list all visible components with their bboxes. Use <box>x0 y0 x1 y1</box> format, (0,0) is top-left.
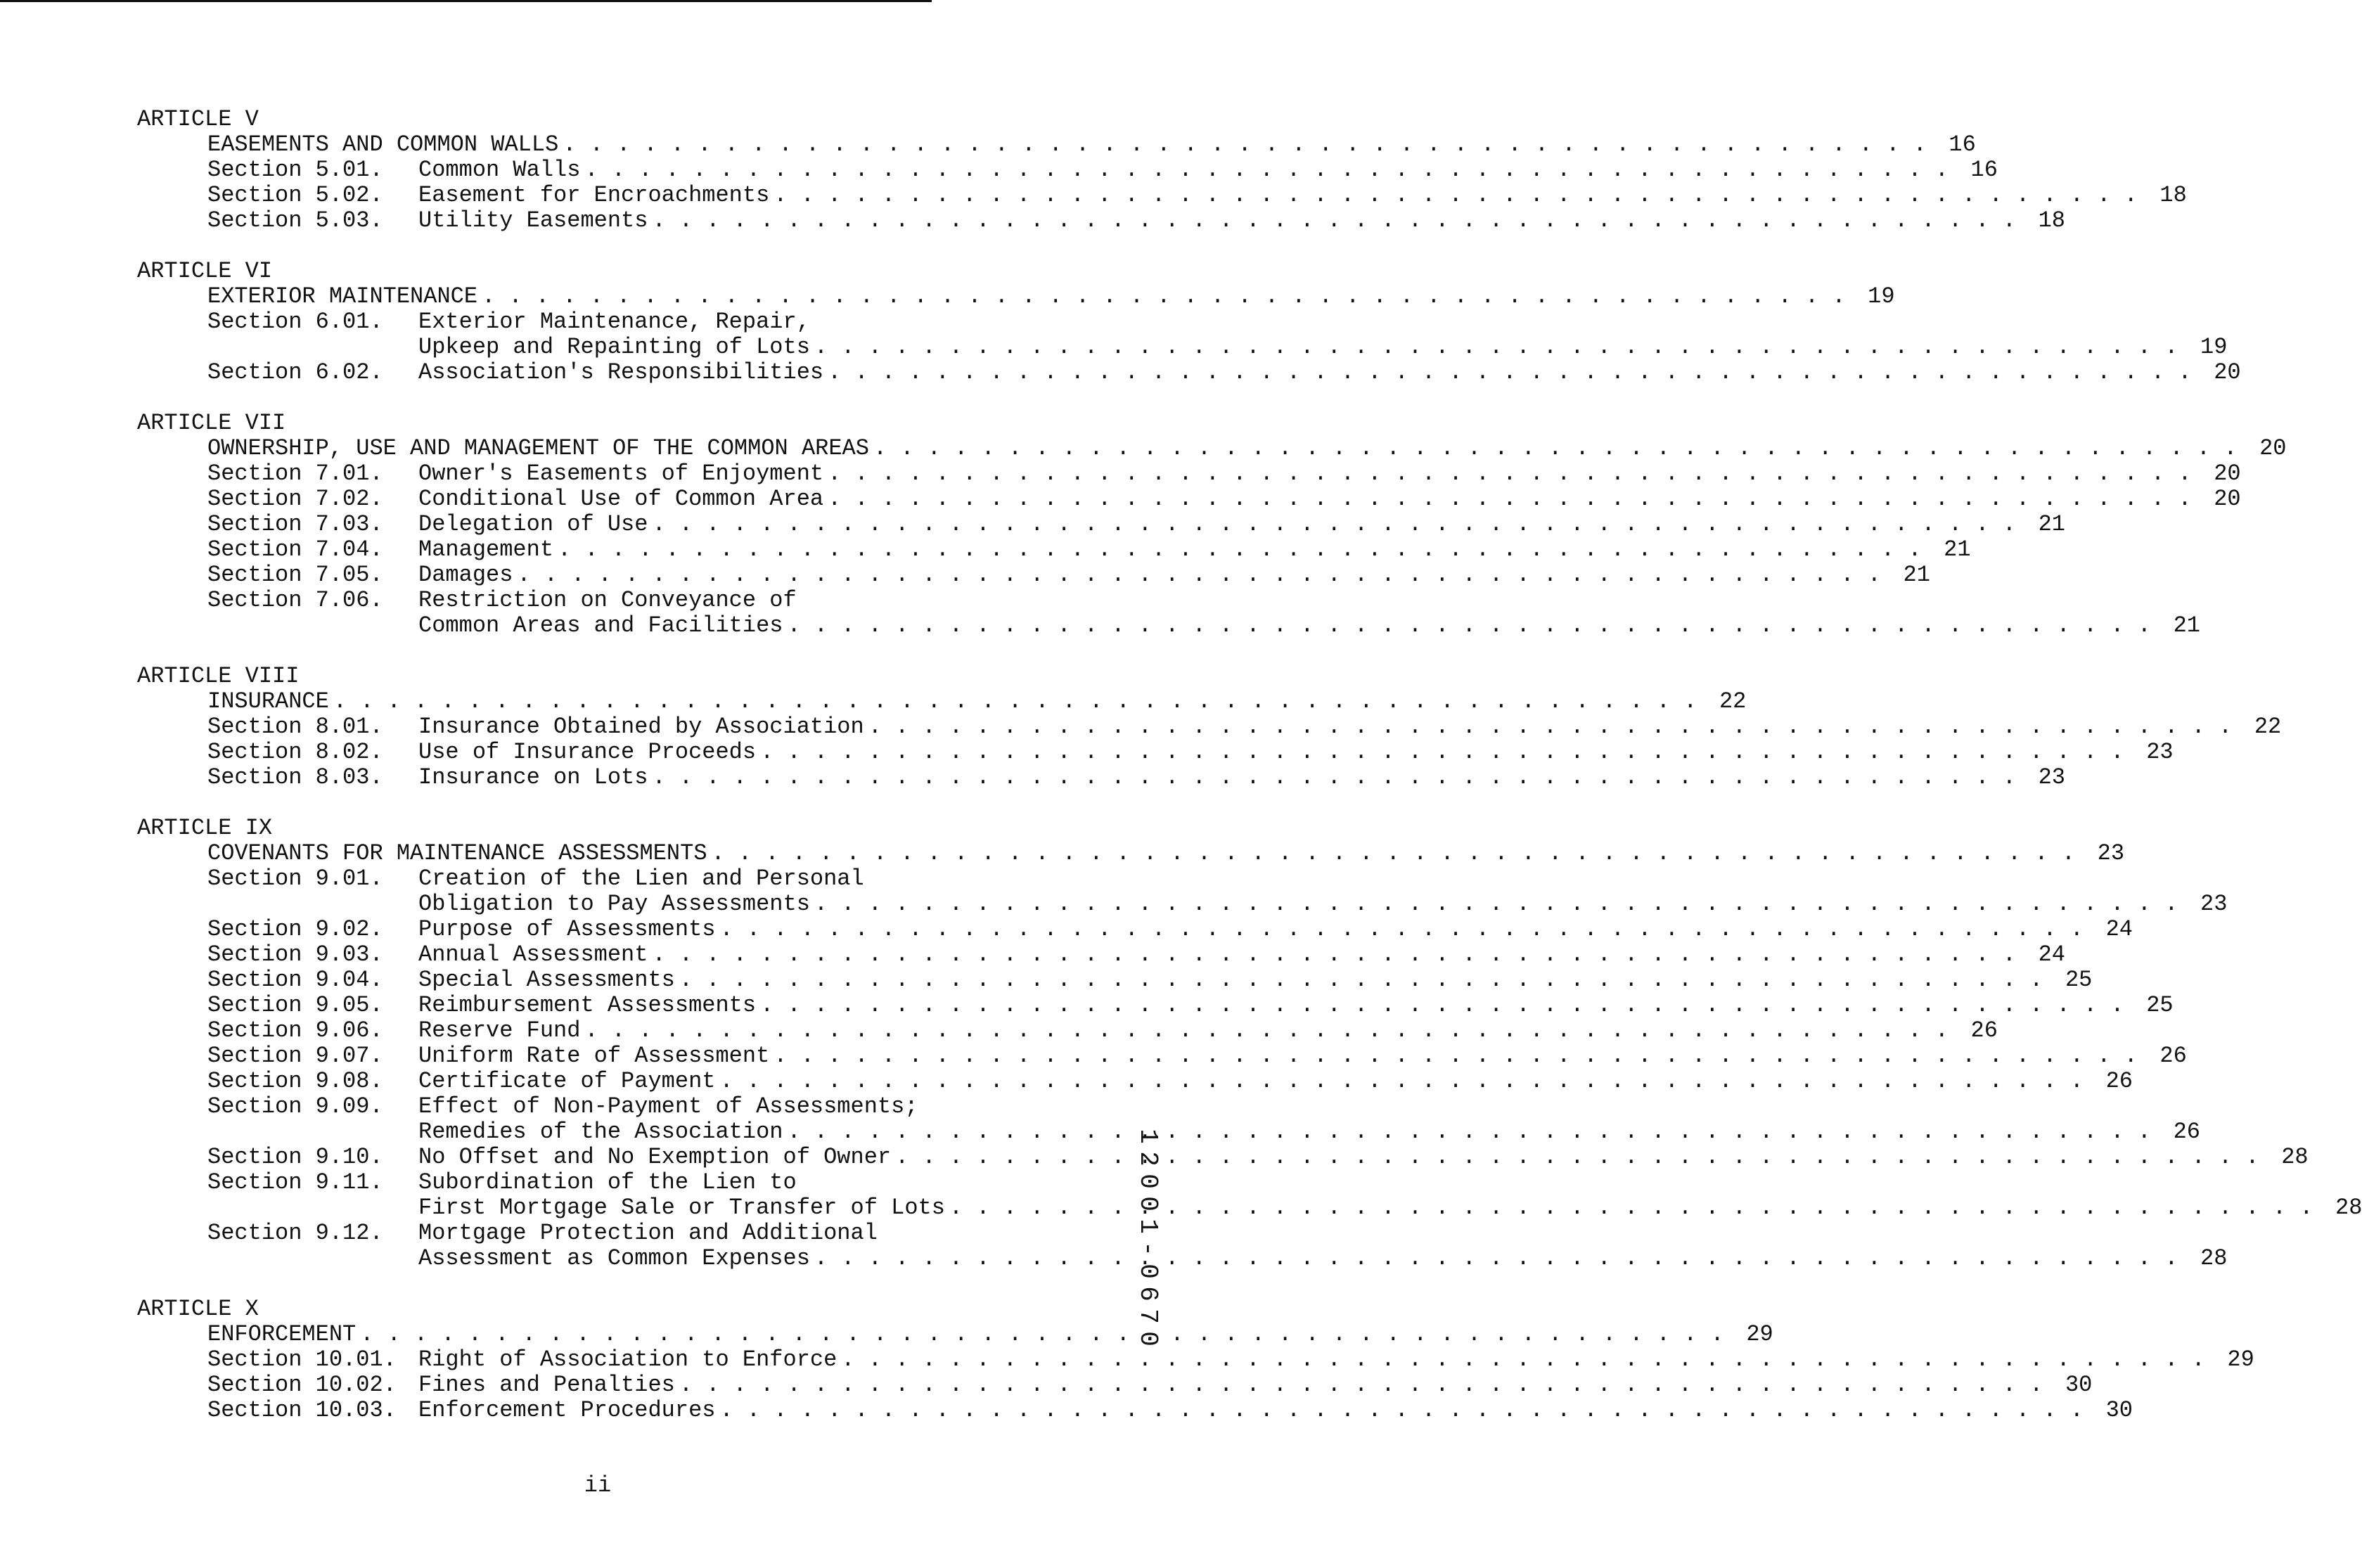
dot-leader <box>648 208 2016 233</box>
section-number: Section 8.01. <box>207 714 383 740</box>
toc-section-entry <box>137 1144 2309 1170</box>
page-number: 24 <box>2105 916 2133 942</box>
page-number: 20 <box>2214 486 2241 512</box>
section-title-text: Mortgage Protection and Additional <box>418 1220 878 1246</box>
article-block <box>137 106 2187 233</box>
section-title-text: Enforcement Procedures <box>418 1397 716 1423</box>
toc-section-entry <box>137 511 2065 537</box>
dot-leader <box>891 1145 2259 1170</box>
dot-leader <box>648 512 2016 537</box>
dot-leader <box>648 765 2016 790</box>
section-title-line <box>418 1373 2043 1398</box>
dot-leader <box>823 461 2192 487</box>
section-title-text: Obligation to Pay Assessments <box>418 891 810 917</box>
dot-leader <box>707 841 2076 866</box>
section-number: Section 7.03. <box>207 511 383 537</box>
section-title-text: Exterior Maintenance, Repair, <box>418 309 810 335</box>
section-number: Section 9.10. <box>207 1144 383 1170</box>
page-number: 20 <box>2259 435 2287 461</box>
toc-section-entry <box>137 1068 2133 1094</box>
section-number: Section 5.02. <box>207 182 383 208</box>
article-heading-row <box>137 283 1895 309</box>
section-number: Section 10.03. <box>207 1397 397 1423</box>
page-number: 18 <box>2159 182 2187 208</box>
section-number: Section 9.05. <box>207 992 383 1018</box>
article-heading-text: EXTERIOR MAINTENANCE <box>207 283 478 309</box>
page-number: 30 <box>2065 1372 2093 1398</box>
section-title <box>418 1398 2084 1423</box>
toc-section-entry <box>137 1093 2200 1145</box>
page-number: 26 <box>2159 1043 2187 1069</box>
section-title <box>418 968 2043 993</box>
section-title-line <box>418 866 2178 892</box>
section-title-text: Remedies of the Association <box>418 1119 783 1145</box>
dot-leader <box>756 740 2124 765</box>
dot-leader <box>580 158 1949 183</box>
article-heading <box>207 284 1846 309</box>
toc-section-entry <box>137 992 2174 1018</box>
toc-section-entry <box>137 486 2241 512</box>
section-title-text: Management <box>418 536 554 563</box>
toc-section-entry <box>137 739 2174 765</box>
toc-section-entry <box>137 182 2187 208</box>
section-title-text: Easement for Encroachments <box>418 182 770 208</box>
toc-section-entry <box>137 1043 2187 1069</box>
page-number: 30 <box>2105 1397 2133 1423</box>
section-title-line <box>418 1094 2151 1119</box>
toc-section-entry <box>137 916 2133 942</box>
page-number: 18 <box>2038 207 2065 233</box>
section-title-text: Right of Association to Enforce <box>418 1347 837 1373</box>
toc-section-entry <box>137 359 2241 385</box>
dot-leader <box>823 487 2192 512</box>
section-number: Section 8.02. <box>207 739 383 765</box>
section-title <box>418 1043 2138 1069</box>
stamp-character: - <box>1134 1241 1162 1257</box>
page-number: 26 <box>2173 1119 2200 1145</box>
article-block <box>137 815 2362 1271</box>
section-title-text: Reserve Fund <box>418 1017 581 1043</box>
toc-section-entry <box>137 562 1930 588</box>
section-number: Section 7.02. <box>207 486 383 512</box>
page-number: 29 <box>1746 1321 1773 1347</box>
section-title <box>418 1170 2313 1221</box>
section-title-text: Fines and Penalties <box>418 1372 675 1398</box>
stamp-character: 0 <box>1134 1331 1162 1347</box>
page-number: 23 <box>2038 764 2065 790</box>
section-title-text: Utility Easements <box>418 207 648 233</box>
stamp-character: 7 <box>1134 1309 1162 1324</box>
section-number: Section 9.09. <box>207 1093 383 1119</box>
section-title-line <box>418 714 2232 740</box>
section-title <box>418 1373 2043 1398</box>
section-title-text: Certificate of Payment <box>418 1068 716 1094</box>
section-number: Section 9.12. <box>207 1220 383 1246</box>
section-title-text: No Offset and No Exemption of Owner <box>418 1144 892 1170</box>
section-number: Section 7.06. <box>207 587 383 613</box>
toc-section-entry <box>137 1169 2362 1221</box>
section-title <box>418 765 2016 790</box>
article-heading-row <box>137 435 2287 461</box>
toc-section-entry <box>137 1347 2254 1373</box>
article-heading <box>207 841 2075 866</box>
section-title <box>418 917 2084 942</box>
section-title <box>418 183 2138 208</box>
dot-leader <box>477 284 1846 309</box>
section-title-line <box>418 892 2178 917</box>
toc-section-entry <box>137 866 2228 917</box>
toc-section-entry <box>137 967 2093 993</box>
section-title <box>418 563 1881 588</box>
dot-leader <box>715 917 2084 942</box>
dot-leader <box>783 613 2151 638</box>
article-title: ARTICLE VI <box>137 258 273 284</box>
toc-section-entry <box>137 1372 2093 1398</box>
page-number: 23 <box>2200 891 2228 917</box>
toc-section-entry <box>137 942 2065 968</box>
section-title-text: Annual Assessment <box>418 942 648 968</box>
section-title-line <box>418 461 2192 487</box>
section-title <box>418 740 2124 765</box>
page-number: 21 <box>1944 536 1971 563</box>
page-number: 21 <box>1903 562 1930 588</box>
section-title-line <box>418 1145 2259 1170</box>
article-heading-text: EASEMENTS AND COMMON WALLS <box>207 131 559 158</box>
dot-leader <box>823 360 2192 385</box>
section-number: Section 9.08. <box>207 1068 383 1094</box>
article-block <box>137 410 2287 638</box>
dot-leader <box>648 942 2016 968</box>
section-number: Section 9.03. <box>207 942 383 968</box>
section-title-line <box>418 537 1922 563</box>
article-heading <box>207 132 1927 158</box>
section-title-text: Delegation of Use <box>418 511 648 537</box>
section-title-text: Common Walls <box>418 157 581 183</box>
section-title <box>418 1221 2178 1271</box>
page-number: 21 <box>2173 612 2200 638</box>
toc-section-entry <box>137 309 2228 360</box>
section-number: Section 10.01. <box>207 1347 397 1373</box>
toc-section-entry <box>137 1397 2133 1423</box>
section-number: Section 6.02. <box>207 359 383 385</box>
section-title-text: Common Areas and Facilities <box>418 612 783 638</box>
toc-section-entry <box>137 764 2065 790</box>
article-title: ARTICLE V <box>137 106 259 132</box>
section-title <box>418 208 2016 233</box>
section-title-text: Upkeep and Repainting of Lots <box>418 334 810 360</box>
page-number: 26 <box>1970 1017 1998 1043</box>
section-title <box>418 309 2178 360</box>
section-title-text: First Mortgage Sale or Transfer of Lots <box>418 1195 945 1221</box>
section-number: Section 5.03. <box>207 207 383 233</box>
section-number: Section 7.05. <box>207 562 383 588</box>
section-title-text: Subordination of the Lien to <box>418 1169 797 1195</box>
toc-section-entry <box>137 1220 2228 1271</box>
section-number: Section 9.07. <box>207 1043 383 1069</box>
section-title <box>418 866 2178 917</box>
article-title: ARTICLE IX <box>137 815 273 841</box>
section-number: Section 7.04. <box>207 536 383 563</box>
section-title-line <box>418 740 2124 765</box>
section-title-line <box>418 309 2178 335</box>
section-title <box>418 1145 2259 1170</box>
dot-leader <box>558 132 1927 158</box>
section-number: Section 6.01. <box>207 309 383 335</box>
page-number: 16 <box>1949 131 1976 158</box>
document-number-stamp <box>1134 1125 1162 1350</box>
dot-leader <box>715 1398 2084 1423</box>
section-title-line <box>418 1069 2084 1094</box>
page-number: 26 <box>2105 1068 2133 1094</box>
dot-leader <box>356 1322 1724 1347</box>
section-title <box>418 942 2016 968</box>
stamp-character: 1 <box>1134 1219 1162 1234</box>
stamp-character: 0 <box>1134 1174 1162 1189</box>
article-block <box>137 258 2241 385</box>
section-title-text: Special Assessments <box>418 967 675 993</box>
section-title-text: Use of Insurance Proceeds <box>418 739 757 765</box>
dot-leader <box>513 563 1881 588</box>
toc-section-entry <box>137 536 1971 563</box>
page-number: 19 <box>2200 334 2228 360</box>
dot-leader <box>675 968 2043 993</box>
section-title <box>418 512 2016 537</box>
dot-leader <box>769 1043 2138 1069</box>
page-number: 23 <box>2146 739 2174 765</box>
section-title <box>418 158 1949 183</box>
dot-leader <box>869 436 2238 461</box>
section-title-text: Restriction on Conveyance of <box>418 587 797 613</box>
page-number: 21 <box>2038 511 2065 537</box>
article-heading <box>207 436 2237 461</box>
article-block <box>137 1296 2254 1423</box>
dot-leader <box>810 1246 2178 1271</box>
article-heading <box>207 689 1697 714</box>
page-number: 22 <box>1719 688 1747 714</box>
stamp-character: 6 <box>1134 1286 1162 1302</box>
section-title-line <box>418 765 2016 790</box>
page-number: 22 <box>2254 714 2282 740</box>
section-title-text: Assessment as Common Expenses <box>418 1245 810 1271</box>
section-title <box>418 1347 2205 1373</box>
section-title-line <box>418 158 1949 183</box>
dot-leader <box>715 1069 2084 1094</box>
dot-leader <box>580 1018 1949 1043</box>
section-number: Section 10.02. <box>207 1372 397 1398</box>
dot-leader <box>783 1119 2151 1145</box>
section-title <box>418 714 2232 740</box>
section-title-line <box>418 1170 2313 1195</box>
section-title-line <box>418 1195 2313 1221</box>
article-heading-text: OWNERSHIP, USE AND MANAGEMENT OF THE COMMON AREAS <box>207 435 869 461</box>
toc-section-entry <box>137 714 2282 740</box>
section-title-line <box>418 487 2192 512</box>
section-title-line <box>418 512 2016 537</box>
section-title-text: Purpose of Assessments <box>418 916 716 942</box>
section-title <box>418 461 2192 487</box>
section-title-line <box>418 613 2151 638</box>
section-title-text: Creation of the Lien and Personal <box>418 866 864 892</box>
section-title-line <box>418 968 2043 993</box>
section-number: Section 5.01. <box>207 157 383 183</box>
section-title-line <box>418 1398 2084 1423</box>
section-title-text: Damages <box>418 562 513 588</box>
section-title-line <box>418 183 2138 208</box>
dot-leader <box>756 993 2124 1018</box>
dot-leader <box>864 714 2233 740</box>
article-heading <box>207 1322 1724 1347</box>
page-number: 28 <box>2335 1195 2362 1221</box>
section-title-text: Reimbursement Assessments <box>418 992 757 1018</box>
section-title-line <box>418 360 2192 385</box>
section-title <box>418 1018 1949 1043</box>
page-number: 19 <box>1868 283 1895 309</box>
page-number-footer: ii <box>584 1472 612 1498</box>
section-number: Section 9.02. <box>207 916 383 942</box>
section-number: Section 8.03. <box>207 764 383 790</box>
stamp-character: 1 <box>1134 1129 1162 1144</box>
page-number: 28 <box>2200 1245 2228 1271</box>
section-title-text: Uniform Rate of Assessment <box>418 1043 770 1069</box>
dot-leader <box>810 335 2178 360</box>
section-title-line <box>418 1246 2178 1271</box>
stamp-character: 0 <box>1134 1196 1162 1212</box>
section-title <box>418 360 2192 385</box>
section-title-line <box>418 563 1881 588</box>
section-title-line <box>418 208 2016 233</box>
section-number: Section 9.01. <box>207 866 383 892</box>
section-title-line <box>418 942 2016 968</box>
section-title-line <box>418 335 2178 360</box>
section-title-line <box>418 993 2124 1018</box>
dot-leader <box>810 892 2178 917</box>
article-title: ARTICLE X <box>137 1296 259 1322</box>
section-title-line <box>418 1347 2205 1373</box>
dot-leader <box>553 537 1922 563</box>
article-block <box>137 663 2282 790</box>
page-number: 16 <box>1970 157 1998 183</box>
page-number: 20 <box>2214 359 2241 385</box>
section-title-line <box>418 917 2084 942</box>
article-heading-text: ENFORCEMENT <box>207 1321 357 1347</box>
dot-leader <box>329 689 1697 714</box>
stamp-character: 0 <box>1134 1264 1162 1279</box>
section-title-text: Owner's Easements of Enjoyment <box>418 461 824 487</box>
section-number: Section 7.01. <box>207 461 383 487</box>
section-title <box>418 487 2192 512</box>
section-title-text: Insurance Obtained by Association <box>418 714 864 740</box>
section-title-text: Effect of Non-Payment of Assessments; <box>418 1093 918 1119</box>
section-title-line <box>418 588 2151 613</box>
page-number: 24 <box>2038 942 2065 968</box>
section-title-text: Association's Responsibilities <box>418 359 824 385</box>
article-title: ARTICLE VIII <box>137 663 300 689</box>
top-rule <box>0 0 932 2</box>
toc-section-entry <box>137 587 2200 638</box>
toc-section-entry <box>137 157 1998 183</box>
article-heading-text: INSURANCE <box>207 688 329 714</box>
section-title-text: Insurance on Lots <box>418 764 648 790</box>
section-title <box>418 1069 2084 1094</box>
dot-leader <box>675 1373 2043 1398</box>
section-title-line <box>418 1018 1949 1043</box>
section-title <box>418 588 2151 638</box>
section-title-line <box>418 1043 2138 1069</box>
section-title-line <box>418 1119 2151 1145</box>
section-title-text: Conditional Use of Common Area <box>418 486 824 512</box>
toc-section-entry <box>137 1017 1998 1043</box>
section-title <box>418 537 1922 563</box>
section-number: Section 9.06. <box>207 1017 383 1043</box>
article-heading-row <box>137 688 1747 714</box>
section-number: Section 9.04. <box>207 967 383 993</box>
dot-leader <box>837 1347 2205 1373</box>
toc-section-entry <box>137 207 2065 233</box>
page-number: 28 <box>2281 1144 2309 1170</box>
article-title: ARTICLE VII <box>137 410 286 436</box>
article-heading-row <box>137 131 1976 158</box>
section-title-line <box>418 1221 2178 1246</box>
section-title <box>418 993 2124 1018</box>
page-number: 20 <box>2214 461 2241 487</box>
article-heading-text: COVENANTS FOR MAINTENANCE ASSESSMENTS <box>207 840 707 866</box>
section-number: Section 9.11. <box>207 1169 383 1195</box>
page-number: 23 <box>2097 840 2125 866</box>
stamp-character: 2 <box>1134 1151 1162 1167</box>
page-number: 25 <box>2146 992 2174 1018</box>
table-of-contents <box>137 106 2362 1448</box>
page-number: 25 <box>2065 967 2093 993</box>
section-title <box>418 1094 2151 1145</box>
article-heading-row <box>137 840 2125 866</box>
page-number: 29 <box>2227 1347 2254 1373</box>
article-heading-row <box>137 1321 1773 1347</box>
toc-section-entry <box>137 461 2241 487</box>
dot-leader <box>769 183 2138 208</box>
